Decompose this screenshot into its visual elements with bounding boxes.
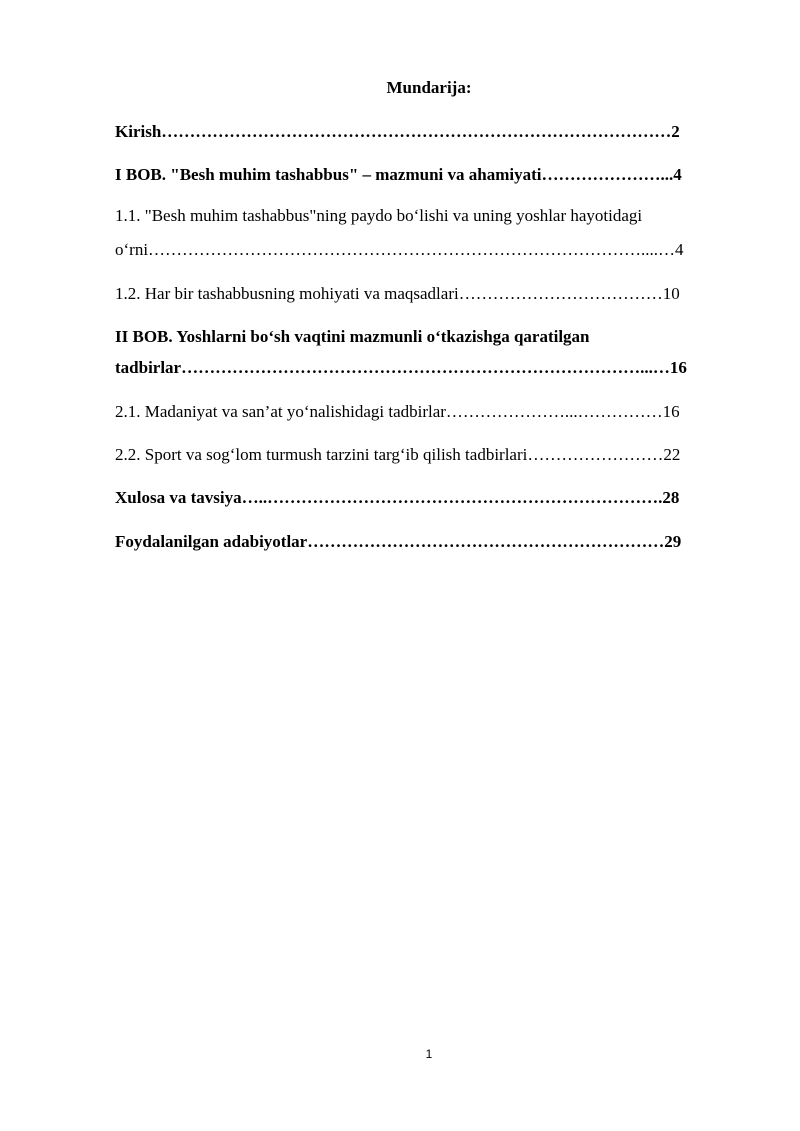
toc-entry-section-1-2: 1.2. Har bir tashabbusning mohiyati va maqsadlari………………………………10 xyxy=(115,284,680,303)
toc-entry-chapter-2-cont: tadbirlar………………………………………………………………………...…16 xyxy=(115,358,687,377)
toc-entry-conclusion: Xulosa va tavsiya…..…………………………………………………………….28 xyxy=(115,488,680,507)
toc-entry-chapter-1: I BOB. "Besh muhim tashabbus" – mazmuni va ahamiyati…………………...4 xyxy=(115,165,682,184)
toc-entry-section-2-1: 2.1. Madaniyat va san’at yo‘nalishidagi tadbirlar…………………...……………16 xyxy=(115,402,680,421)
toc-entry-section-1-1-cont: o‘rni……………………………………………………………………………....…4 xyxy=(115,240,684,259)
page-number: 1 xyxy=(425,1047,433,1061)
toc-title: Mundarija: xyxy=(386,78,472,97)
toc-entry-section-2-2: 2.2. Sport va sog‘lom turmush tarzini targ‘ib qilish tadbirlari……………………22 xyxy=(115,445,681,464)
toc-entry-references: Foydalanilgan adabiyotlar………………………………………………………29 xyxy=(115,532,682,551)
toc-entry-kirish: Kirish………………………………………………………………………………2 xyxy=(115,122,680,141)
toc-entry-chapter-2: II BOB. Yoshlarni bo‘sh vaqtini mazmunli o‘tkazishga qaratilgan xyxy=(115,327,590,346)
toc-entry-section-1-1: 1.1. "Besh muhim tashabbus"ning paydo bo‘lishi va uning yoshlar hayotidagi xyxy=(115,206,643,225)
